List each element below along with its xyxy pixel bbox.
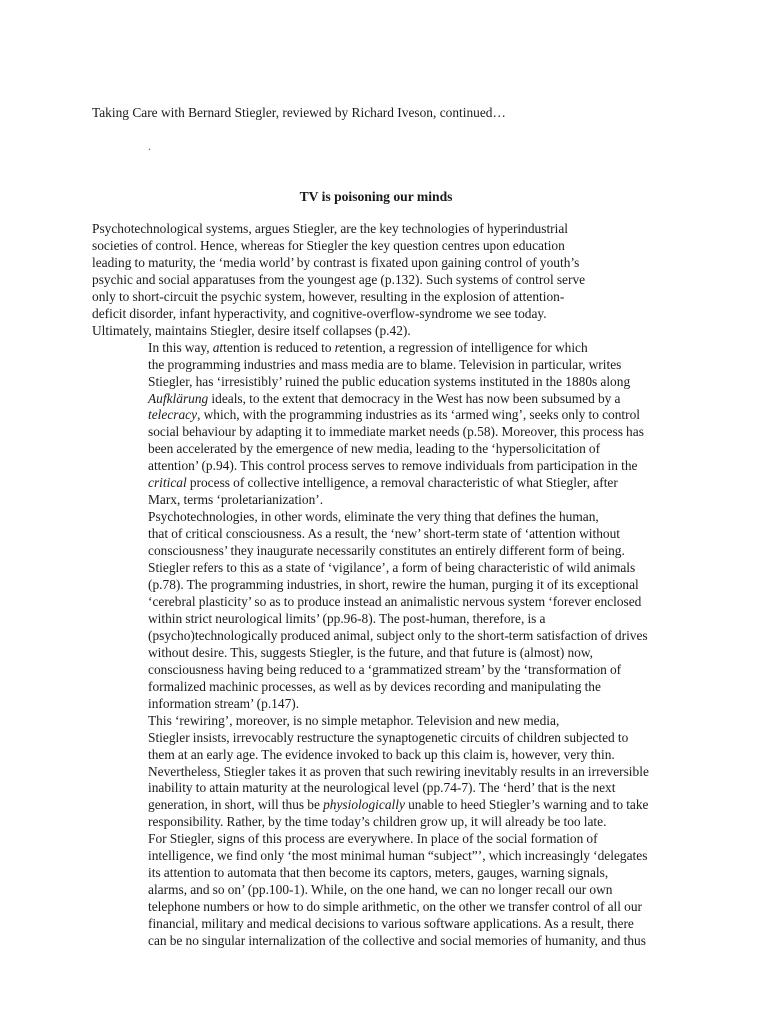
text-line: consciousness’ they inaugurate necessarily constitutes an entirely different form of being. — [148, 543, 625, 559]
text-line: responsibility. Rather, by the time today’s children grow up, it will already be too late. — [148, 814, 607, 830]
stray-dot: . — [148, 139, 151, 153]
paragraph — [92, 831, 660, 950]
paragraph — [92, 221, 660, 340]
text-line: within strict neurological limits’ (pp.96-8). The post-human, therefore, is a — [148, 610, 546, 626]
text-line: In this way, attention is reduced to retention, a regression of intelligence for which — [148, 339, 588, 355]
text-line: ‘cerebral plasticity’ so as to produce instead an animalistic nervous system ‘forever enclosed — [148, 593, 642, 609]
section-title: TV is poisoning our minds — [299, 189, 453, 204]
text-line: its attention to automata that then become its captors, meters, gauges, warning signals, — [148, 865, 609, 881]
text-line: financial, military and medical decisions to various software applications. As a result, there — [148, 916, 634, 932]
text-line: generation, in short, will thus be physiologically unable to heed Stiegler’s warning and to take — [148, 797, 649, 813]
document-page — [92, 104, 660, 949]
text-line: attention’ (p.94). This control process serves to remove individuals from participation in the — [148, 458, 638, 474]
paragraph — [92, 713, 660, 832]
text-line: consciousness having being reduced to a ‘grammatized stream’ by the ‘transformation of — [148, 661, 622, 677]
running-header: Taking Care with Bernard Stiegler, reviewed by Richard Iveson, continued… — [92, 105, 506, 120]
text-line: (p.78). The programming industries, in short, rewire the human, purging it of its exceptional — [148, 577, 639, 593]
text-line: Stiegler, has ‘irresistibly’ ruined the public education systems instituted in the 1880s along — [148, 373, 631, 389]
text-line: Stiegler refers to this as a state of ‘vigilance’, a form of being characteristic of wild animals — [148, 560, 636, 576]
text-line: Psychotechnological systems, argues Stiegler, are the key technologies of hyperindustrial — [92, 221, 569, 236]
text-line: social behaviour by adapting it to immediate market needs (p.58). Moreover, this process has — [148, 424, 644, 440]
text-line: Aufklärung ideals, to the extent that democracy in the West has now been subsumed by a — [148, 390, 621, 406]
text-line: critical process of collective intelligence, a removal characteristic of what Stiegler, after — [148, 475, 618, 491]
text-line: psychic and social apparatuses from the youngest age (p.132). Such systems of control serve — [92, 271, 586, 287]
text-line: formalized machinic processes, as well as by devices recording and manipulating the — [148, 678, 601, 694]
text-line: can be no singular internalization of the collective and social memories of humanity, and thus — [148, 933, 646, 949]
text-line: the programming industries and mass media are to blame. Television in particular, writes — [148, 356, 622, 372]
text-line: inability to attain maturity at the neurological level (pp.74-7). The ‘herd’ that is the next — [148, 780, 616, 796]
text-line: Ultimately, maintains Stiegler, desire itself collapses (p.42). — [92, 322, 411, 338]
text-line: them at an early age. The evidence invoked to back up this claim is, however, very thin. — [148, 746, 615, 762]
text-line: that of critical consciousness. As a result, the ‘new’ short-term state of ‘attention without — [148, 526, 621, 542]
text-line: This ‘rewiring’, moreover, is no simple metaphor. Television and new media, — [148, 712, 560, 728]
text-line: telecracy, which, with the programming industries as its ‘armed wing’, seeks only to control — [148, 407, 641, 423]
paragraph — [92, 340, 660, 510]
paragraph — [92, 509, 660, 712]
text-line: Stiegler insists, irrevocably restructure the synaptogenetic circuits of children subjected to — [148, 729, 629, 745]
text-line: For Stiegler, signs of this process are everywhere. In place of the social formation of — [148, 831, 598, 847]
text-line: only to short-circuit the psychic system, however, resulting in the explosion of attention- — [92, 288, 565, 304]
text-line: Psychotechnologies, in other words, eliminate the very thing that defines the human, — [148, 509, 599, 525]
text-line: Nevertheless, Stiegler takes it as proven that such rewiring inevitably results in an irreversible — [148, 763, 649, 779]
text-line: intelligence, we find only ‘the most minimal human “subject”’, which increasingly ‘delegates — [148, 848, 648, 864]
text-line: alarms, and so on’ (pp.100-1). While, on the one hand, we can no longer recall our own — [148, 882, 613, 898]
article-body — [92, 221, 660, 950]
text-line: leading to maturity, the ‘media world’ by contrast is fixated upon gaining control of youth’s — [92, 254, 580, 270]
text-line: Marx, terms ‘proletarianization’. — [148, 492, 324, 508]
text-line: been accelerated by the emergence of new media, leading to the ‘hypersolicitation of — [148, 441, 601, 457]
text-line: societies of control. Hence, whereas for Stiegler the key question centres upon education — [92, 237, 565, 253]
text-line: without desire. This, suggests Stiegler, is the future, and that future is (almost) now, — [148, 644, 594, 660]
text-line: information stream’ (p.147). — [148, 695, 300, 711]
text-line: (psycho)technologically produced animal, subject only to the short-term satisfaction of drives — [148, 627, 648, 643]
text-line: deficit disorder, infant hyperactivity, and cognitive-overflow-syndrome we see today. — [92, 305, 547, 321]
text-line: telephone numbers or how to do simple arithmetic, on the other we transfer control of all our — [148, 899, 642, 915]
